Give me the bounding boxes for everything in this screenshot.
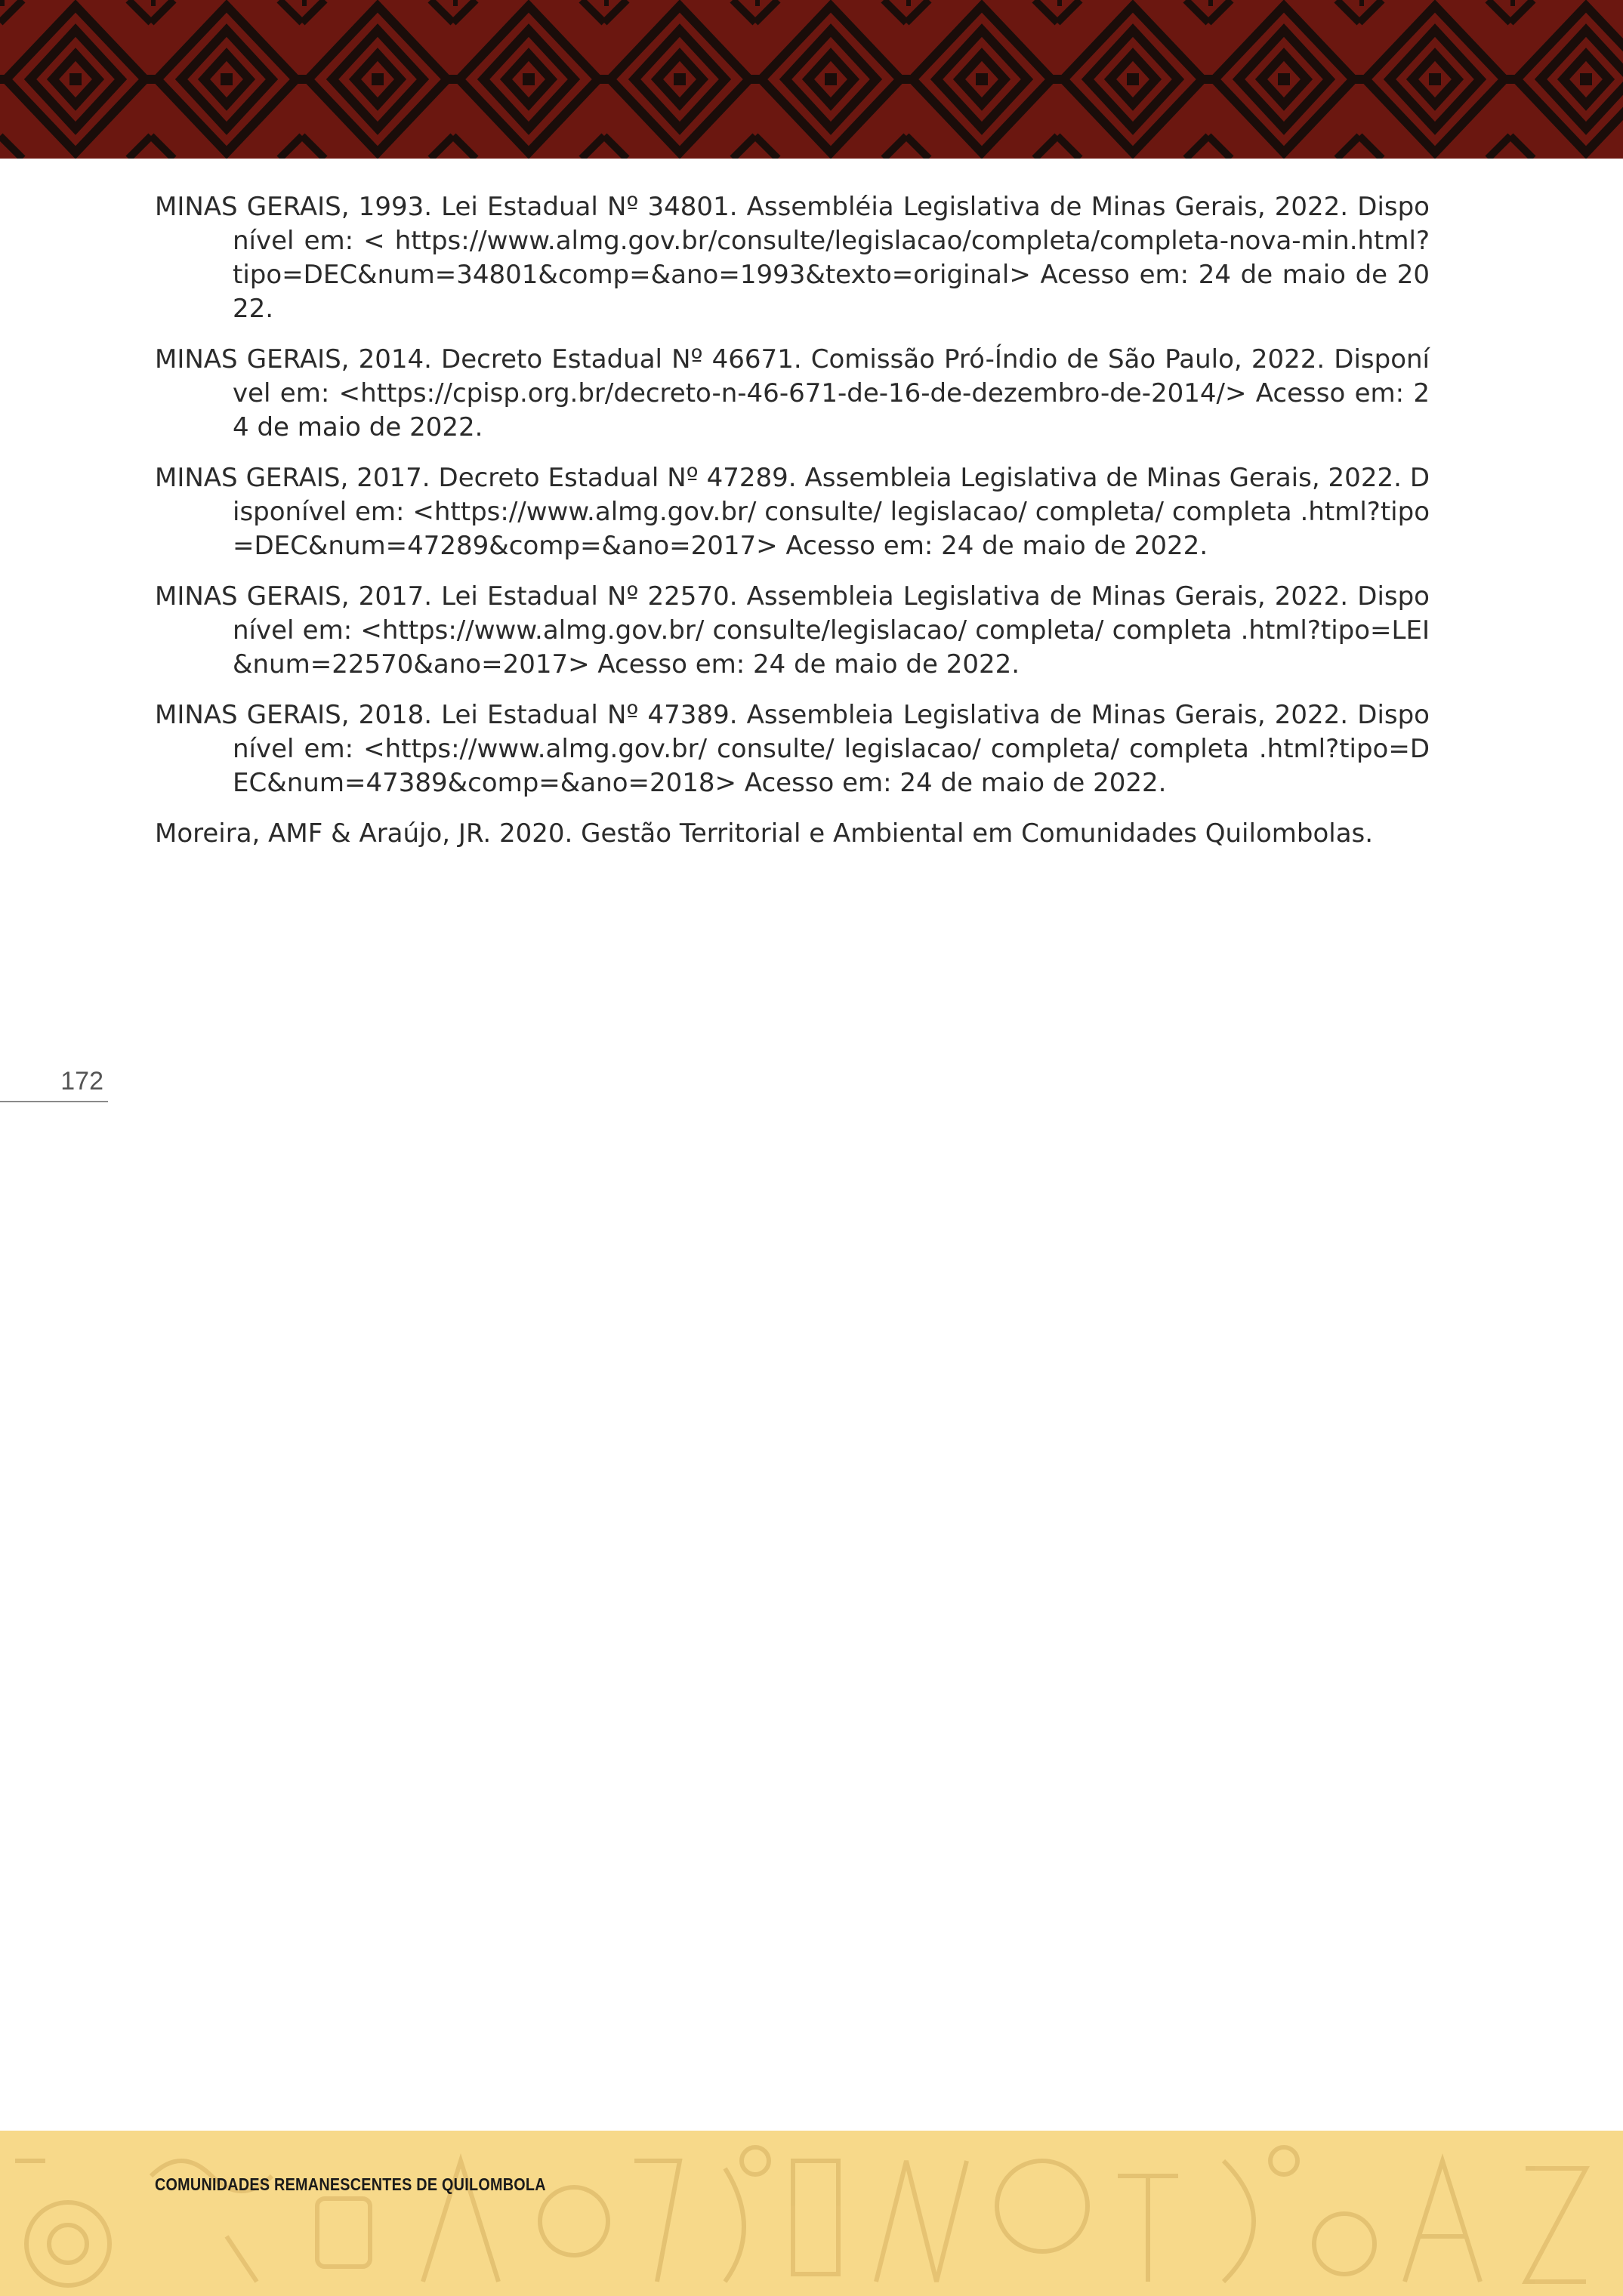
page-number: 172 xyxy=(0,1066,108,1102)
footer-glyph-texture xyxy=(0,2131,1623,2296)
reference-item: MINAS GERAIS, 1993. Lei Estadual Nº 34801. Assembléia Legislativa de Minas Gerais, 2022. Disponível em: < https://www.almg.gov.br/consulte/legislacao/completa/completa-nova-min.html?tipo=DEC&num=34801&comp=&ano=1993&texto=original> Acesso em: 24 de maio de 2022. xyxy=(155,192,1430,324)
reference-item: MINAS GERAIS, 2018. Lei Estadual Nº 47389. Assembleia Legislativa de Minas Gerais, 2022. Disponível em: <https://www.almg.gov.br/ consulte/ legislacao/ completa/ completa .html?tipo=DEC&num=47389&comp=&ano=2018> Acesso em: 24 de maio de 2022. xyxy=(155,700,1430,798)
footer-band xyxy=(0,2131,1623,2296)
footer-title: COMUNIDADES REMANESCENTES DE QUILOMBOLA xyxy=(155,2174,546,2194)
reference-list xyxy=(155,190,1430,868)
geometric-pattern-graphic xyxy=(0,0,1623,159)
top-pattern-banner xyxy=(0,0,1623,159)
reference-item: MINAS GERAIS, 2014. Decreto Estadual Nº 46671. Comissão Pró-Índio de São Paulo, 2022. Disponível em: <https://cpisp.org.br/decreto-n-46-671-de-16-de-dezembro-de-2014/> Acesso em: 24 de maio de 2022. xyxy=(155,344,1430,442)
reference-item: MINAS GERAIS, 2017. Decreto Estadual Nº 47289. Assembleia Legislativa de Minas Gerais, 2022. Disponível em: <https://www.almg.gov.br/ consulte/ legislacao/ completa/ completa .html?tipo=DEC&num=47289&comp=&ano=2017> Acesso em: 24 de maio de 2022. xyxy=(155,463,1430,561)
reference-item: MINAS GERAIS, 2017. Lei Estadual Nº 22570. Assembleia Legislativa de Minas Gerais, 2022. Disponível em: <https://www.almg.gov.br/ consulte/legislacao/ completa/ completa .html?tipo=LEI&num=22570&ano=2017> Acesso em: 24 de maio de 2022. xyxy=(155,581,1430,680)
reference-item: Moreira, AMF & Araújo, JR. 2020. Gestão Territorial e Ambiental em Comunidades Quilombolas. xyxy=(155,818,1374,849)
